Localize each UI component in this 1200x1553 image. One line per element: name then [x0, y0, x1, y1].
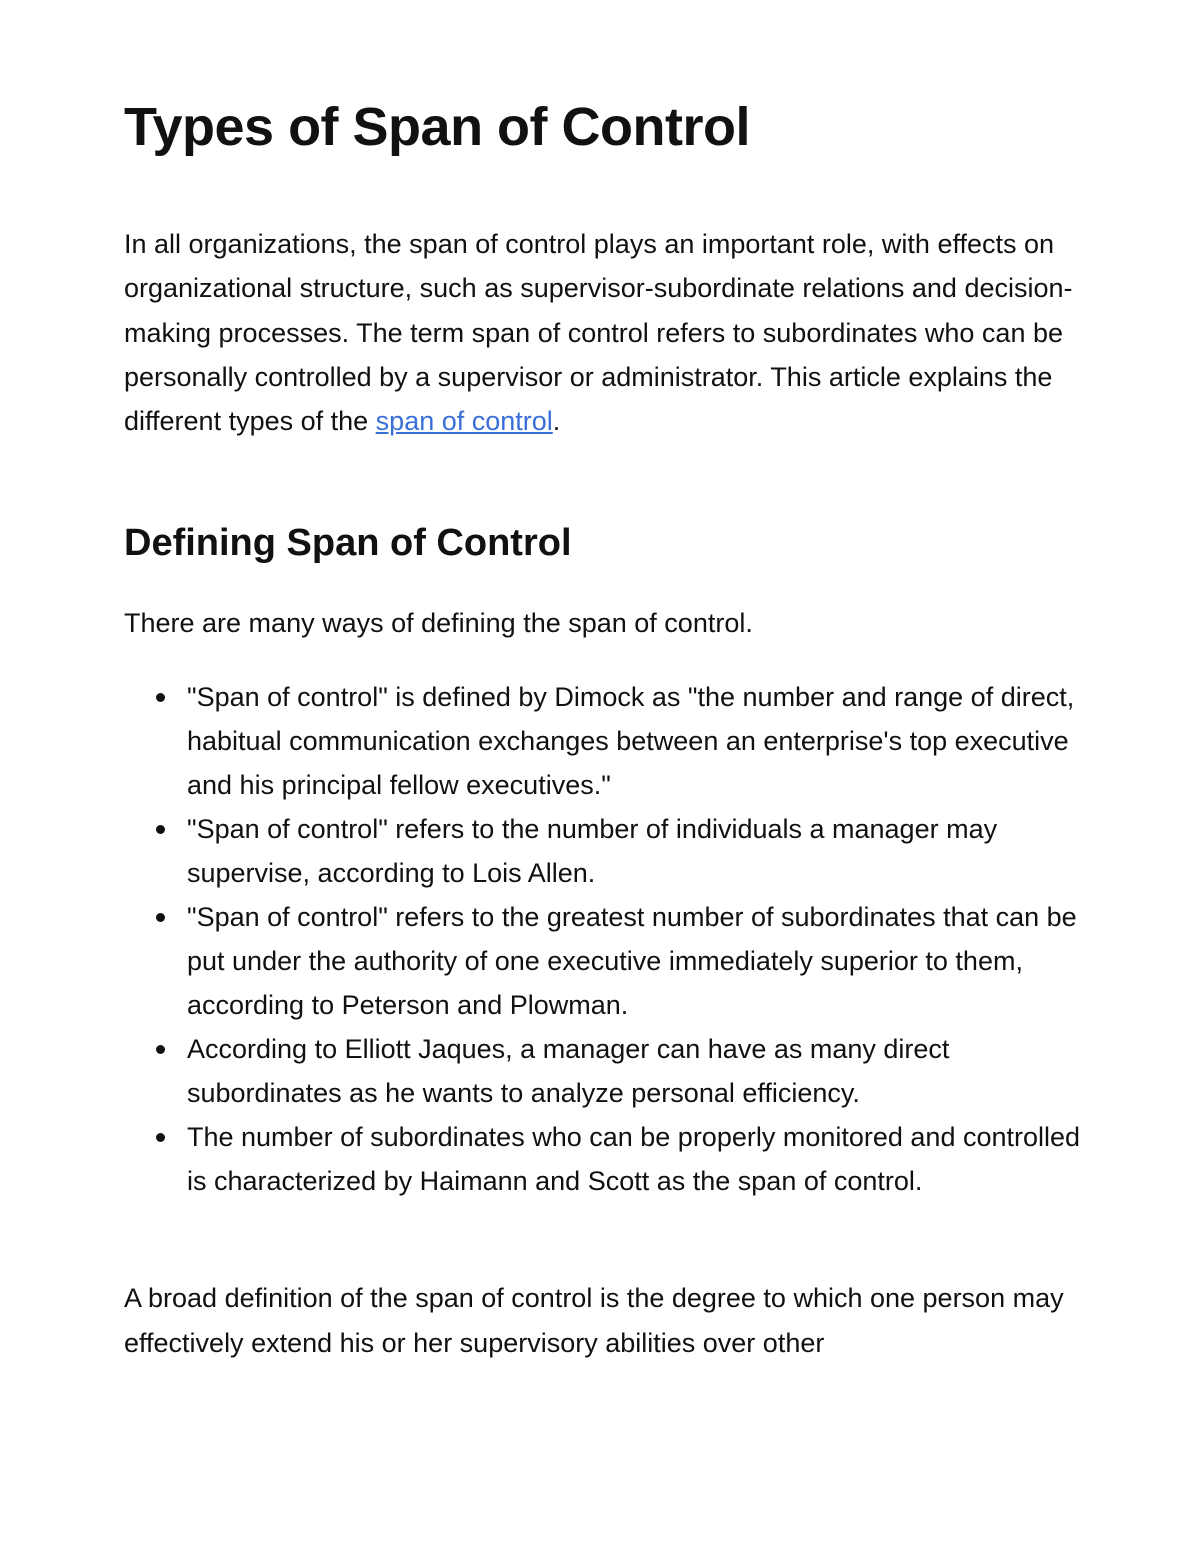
list-item	[124, 807, 1084, 895]
bullet-icon	[156, 693, 165, 702]
bullet-icon	[156, 1045, 165, 1054]
intro-paragraph	[124, 222, 1084, 443]
closing-paragraph: A broad definition of the span of control is the degree to which one person may effectively extend his or her supervisory abilities over other	[124, 1283, 1064, 1358]
list-item-text: "Span of control" refers to the greatest number of subordinates that can be put under the authority of one executive immediately superior to them, according to Peterson and Plowman.	[187, 902, 1077, 1020]
list-item-text: The number of subordinates who can be properly monitored and controlled is characterized by Haimann and Scott as the span of control.	[187, 1122, 1081, 1196]
bullet-icon	[156, 1133, 165, 1142]
list-item-text: "Span of control" is defined by Dimock as "the number and range of direct, habitual communication exchanges between an enterprise's top executive and his principal fellow executives."	[187, 682, 1075, 800]
bullet-icon	[156, 825, 165, 834]
intro-text-end: .	[552, 406, 561, 437]
list-item	[124, 1115, 1084, 1203]
page-title: Types of Span of Control	[124, 97, 750, 157]
definitions-list	[124, 675, 1084, 1203]
section-heading: Defining Span of Control	[124, 522, 572, 564]
bullet-icon	[156, 913, 165, 922]
list-item	[124, 895, 1084, 1027]
intro-text: In all organizations, the span of control plays an important role, with effects on organizational structure, such as supervisor-subordinate relations and decision-making processes. The term span of control refers to subordinates who can be personally controlled by a supervisor or administrator. This article explains the different types of the	[124, 229, 1073, 437]
list-item	[124, 675, 1084, 807]
list-item-text: According to Elliott Jaques, a manager can have as many direct subordinates as he wants to analyze personal efficiency.	[187, 1034, 950, 1108]
list-item	[124, 1027, 1084, 1115]
section-lead: There are many ways of defining the span of control.	[124, 608, 753, 638]
list-item-text: "Span of control" refers to the number of individuals a manager may supervise, according to Lois Allen.	[187, 814, 998, 888]
span-of-control-link[interactable]: span of control	[375, 406, 553, 437]
